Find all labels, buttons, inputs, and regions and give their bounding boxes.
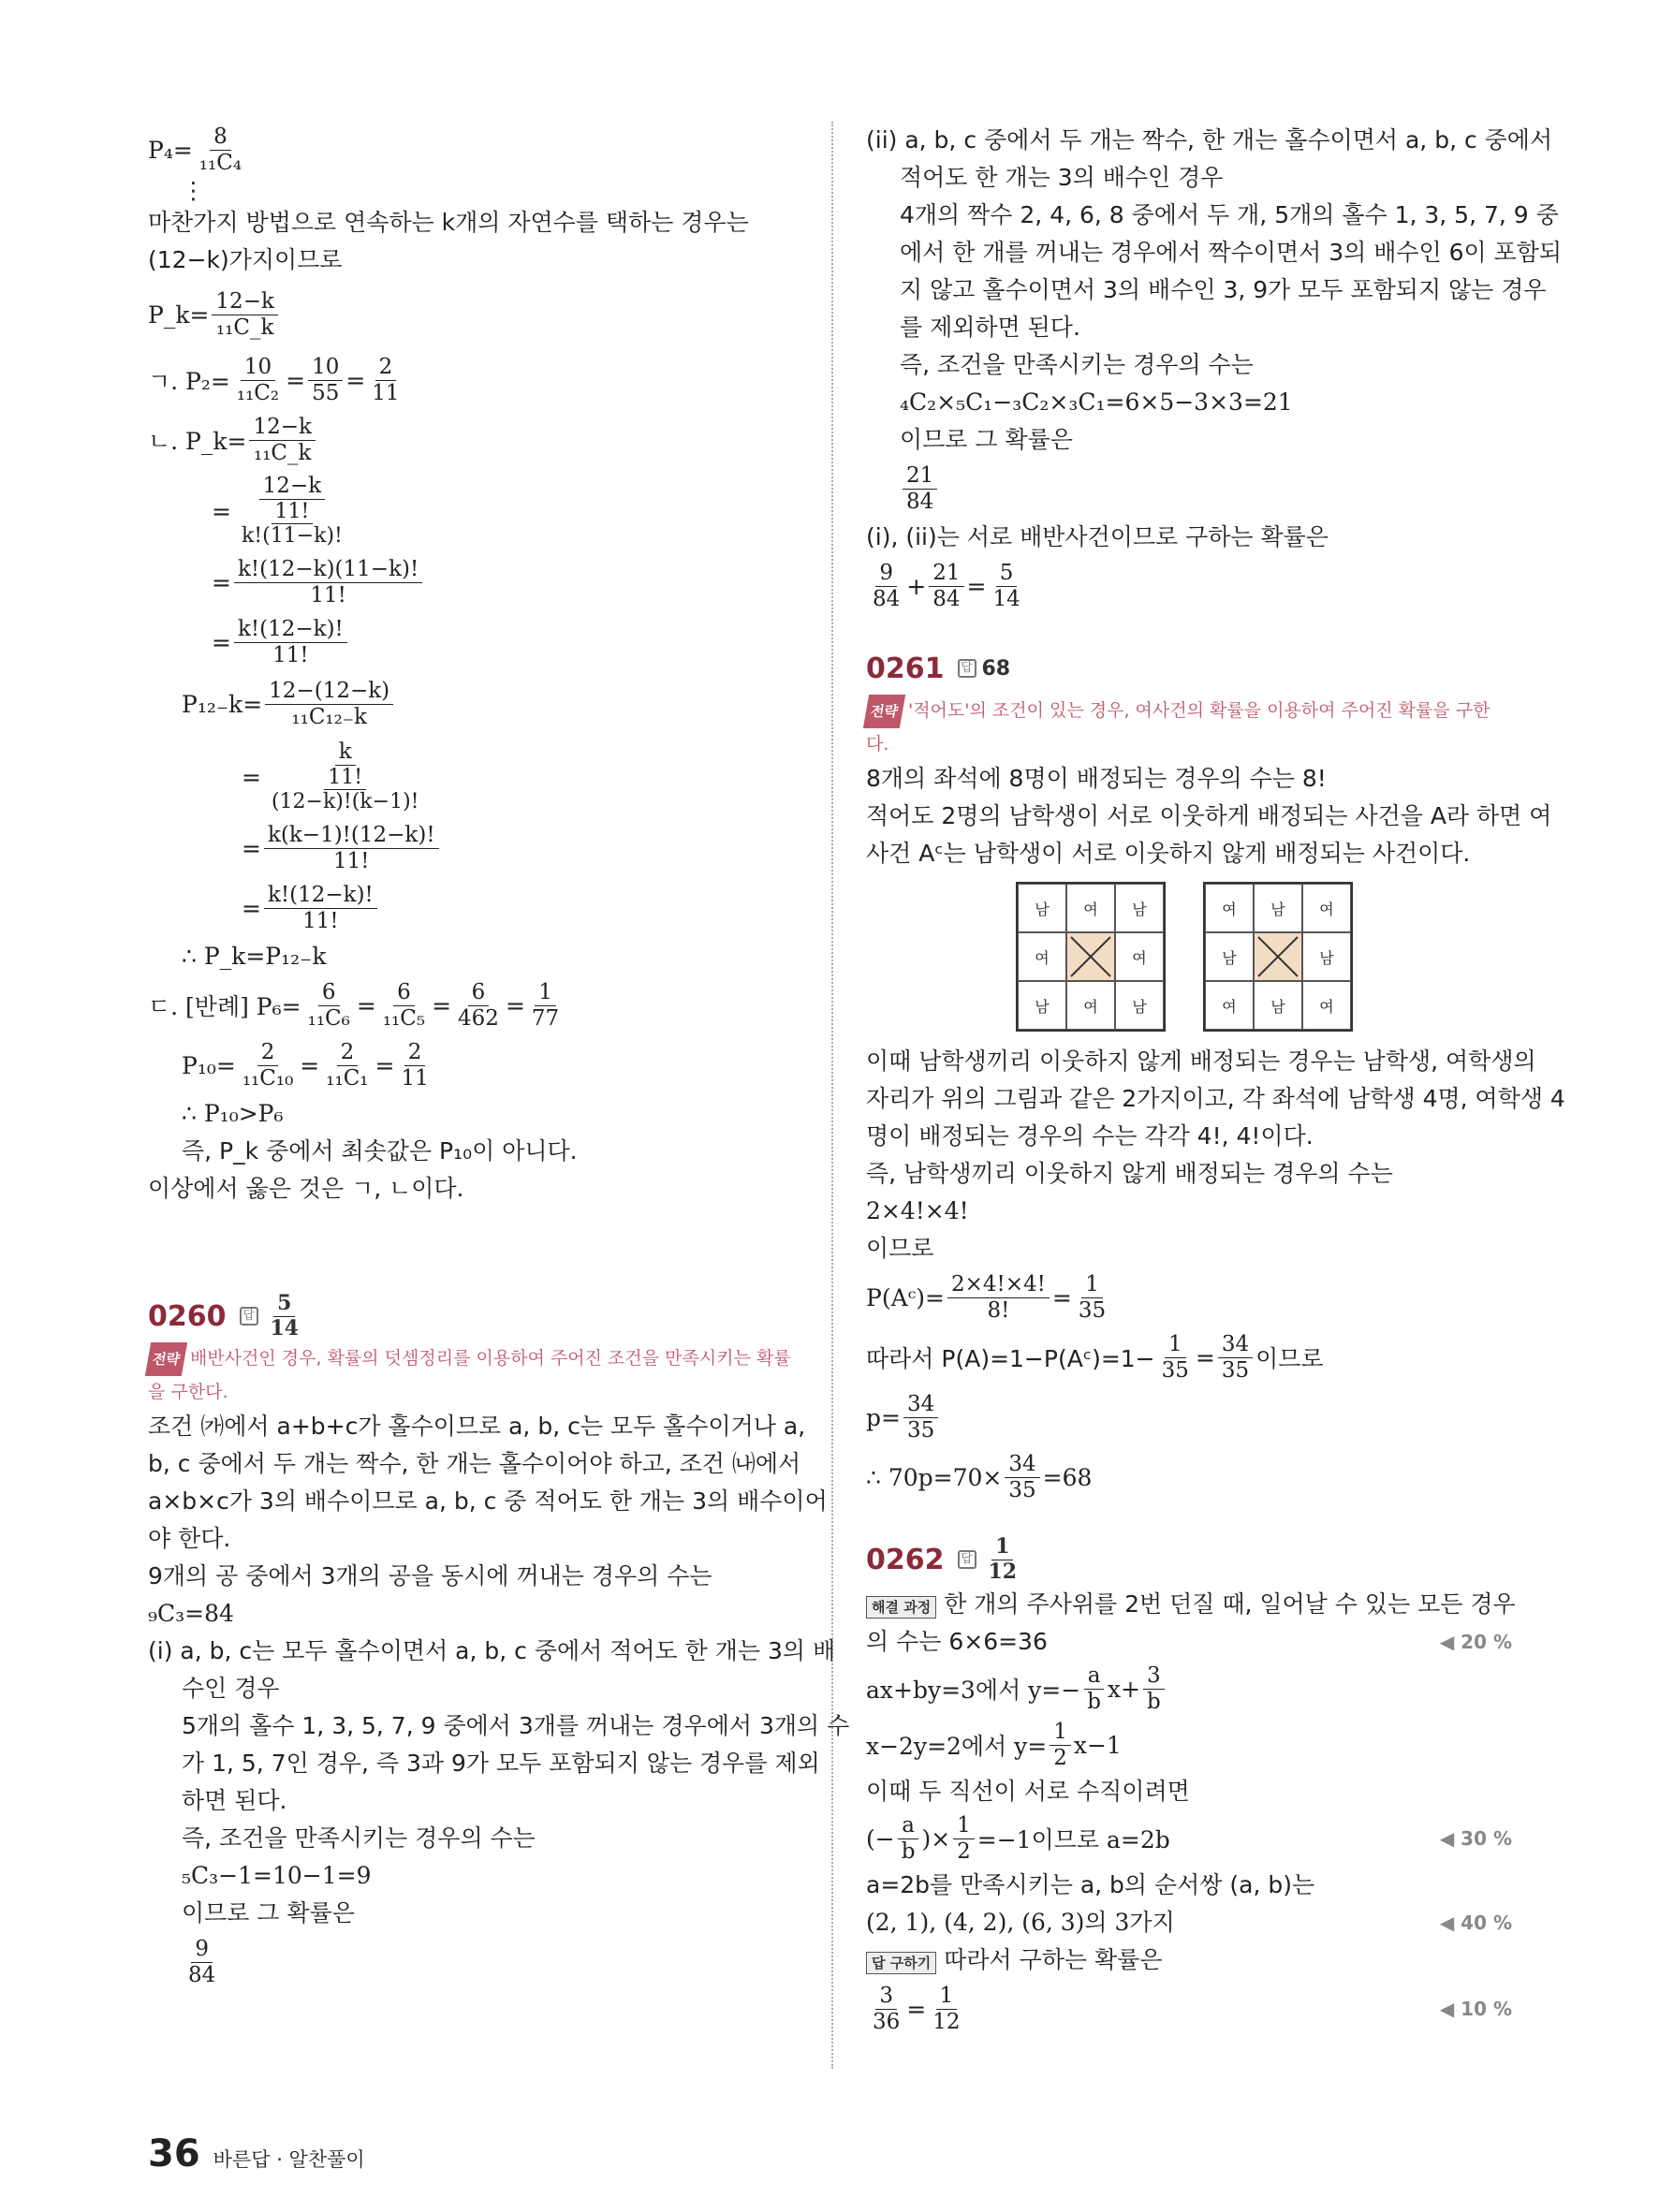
cross-icon (1067, 933, 1114, 980)
seat-cell: 여 (1018, 932, 1066, 981)
blocked-cell (1254, 932, 1302, 981)
seat-grid (1203, 882, 1353, 1032)
strategy-badge: 전략 (145, 1342, 187, 1376)
problem-0262-header: 0262 답 $\frac{1}{12}$ (866, 1534, 1018, 1584)
eq-p12k: P₁₂₋k= $\frac{12-(12-k)}{\text{₁₁C₁₂₋k}}$ (148, 672, 803, 736)
text-line: 명이 배정되는 경우의 수는 각각 4!, 4!이다. (866, 1122, 1314, 1150)
seat-cell: 여 (1066, 981, 1115, 1030)
seat-cell: 여 (1205, 884, 1254, 932)
seat-cell: 남 (1018, 981, 1066, 1030)
text-line: 이때 두 직선이 서로 수직이려면 (866, 1778, 1190, 1805)
text-line: (2, 1), (4, 2), (6, 3)의 3가지 ◀ 40 % (866, 1904, 1512, 1941)
strategy-note: 전략 배반사건인 경우, 확률의 덧셈정리를 이용하여 주어진 조건을 만족시키는 확률을 구한다. (148, 1342, 803, 1408)
therefore-line: ∴ P_k=P₁₂₋k (182, 943, 327, 970)
eq-step: = $\frac{k}{\frac{11!}{(12-k)!(k-1)!}}$ (242, 740, 419, 814)
seat-cell: 남 (1115, 981, 1164, 1030)
score-percent: ◀ 10 % (1439, 1998, 1512, 2020)
case-ii: (ii) a, b, c 중에서 두 개는 짝수, 한 개는 홀수이면서 a, b, c 중에서 (866, 126, 1553, 154)
seat-grid (1016, 882, 1166, 1032)
score-percent: ◀ 40 % (1439, 1912, 1512, 1934)
text-line: 8개의 좌석에 8명이 배정되는 경우의 수는 8! (866, 765, 1327, 792)
strategy-note: 전략 '적어도'의 조건이 있는 경우, 여사건의 확률을 이용하여 주어진 확률을 구한다. (866, 695, 1512, 760)
eq-p4: P₄= $\frac{8}{\text{₁₁C₄}}$ (148, 125, 242, 175)
page-number: 36 (148, 2132, 200, 2175)
case-ii-probability: $\frac{21}{84}$ (866, 459, 1512, 519)
eq-pac: P(Aᶜ)= $\frac{2\times 4!\times 4!}{8!}$ = $\frac{1}{35}$ (866, 1272, 1107, 1323)
text-line: 답 구하기 따라서 구하는 확률은 (866, 1941, 1512, 1979)
eq-line1: ax+by=3에서 y=− $\frac{a}{b}$ x+ $\frac{3}{b}$ (866, 1661, 1512, 1717)
item-nieun: ㄴ. P_k= $\frac{12-k}{\text{₁₁C\_k}}$ (148, 410, 803, 470)
seat-cell: 남 (1254, 981, 1302, 1030)
seat-cell: 남 (1115, 884, 1164, 932)
text-line: 조건 ㈎에서 a+b+c가 홀수이므로 a, b, c는 모두 홀수이거나 a, (148, 1413, 806, 1440)
seat-cell: 여 (1302, 884, 1351, 932)
text-line: 자리가 위의 그림과 같은 2가지이고, 각 좌석에 남학생 4명, 여학생 4 (866, 1085, 1565, 1112)
problem-0261-header: 0261 답 68 (866, 652, 1011, 685)
problem-number: 0261 (866, 652, 945, 685)
text-line: 4개의 짝수 2, 4, 6, 8 중에서 두 개, 5개의 홀수 1, 3, 5, 7, 9 중 (900, 201, 1559, 228)
blocked-cell (1066, 932, 1115, 981)
text-line: 에서 한 개를 꺼내는 경우에서 짝수이면서 3의 배수인 6이 포함되 (900, 239, 1563, 266)
text-line: 즉, 조건을 만족시키는 경우의 수는 (900, 351, 1254, 378)
text-line: 이상에서 옳은 것은 ㄱ, ㄴ이다. (148, 1175, 464, 1202)
text-line: 즉, 남학생끼리 이웃하지 않게 배정되는 경우의 수는 (866, 1160, 1393, 1187)
text-line: 이므로 그 확률은 (900, 426, 1073, 453)
problem-0260-header: 0260 답 $\frac{5}{14}$ (148, 1291, 300, 1340)
case-i: (i) a, b, c는 모두 홀수이면서 a, b, c 중에서 적어도 한 개는 3의 배 (148, 1637, 836, 1664)
text-line: a=2b를 만족시키는 a, b의 순서쌍 (a, b)는 (866, 1871, 1315, 1898)
text-line: 해결 과정 한 개의 주사위를 2번 던질 때, 일어날 수 있는 모든 경우 (866, 1586, 1512, 1623)
text-line: a×b×c가 3의 배수이므로 a, b, c 중 적어도 한 개는 3의 배수이어 (148, 1487, 828, 1515)
step-label: 답 구하기 (866, 1952, 936, 1974)
eq-p: p= $\frac{34}{35}$ (866, 1387, 1512, 1447)
step-label: 해결 과정 (866, 1596, 936, 1619)
score-percent: ◀ 30 % (1439, 1827, 1512, 1850)
text-line: 수인 경우 (182, 1675, 280, 1702)
text-line: 이므로 그 확률은 (182, 1899, 355, 1926)
answer-icon: 답 (240, 1307, 258, 1326)
text-line: 이므로 (866, 1235, 934, 1262)
item-digeut: ㄷ. [반례] P₆= $\frac{6}{\text{₁₁C₆}}$ = $\frac{6}{\text{₁₁C₅}}$ = $\frac{6}{462}$ = $\frac{1}{77}$ (148, 980, 560, 1031)
text-line: 사건 Aᶜ는 남학생이 서로 이웃하지 않게 배정되는 사건이다. (866, 840, 1471, 867)
text-line: 가 1, 5, 7인 경우, 즉 3과 9가 모두 포함되지 않는 경우를 제외 (182, 1750, 820, 1777)
therefore-line: ∴ P₁₀>P₆ (182, 1100, 284, 1127)
seat-cell: 남 (1302, 932, 1351, 981)
text-line: 즉, 조건을 만족시키는 경우의 수는 (182, 1824, 536, 1852)
text-line: 이때 남학생끼리 이웃하지 않게 배정되는 경우는 남학생, 여학생의 (866, 1047, 1536, 1075)
text-line: (12−k)가지이므로 (148, 246, 343, 273)
answer-icon: 답 (958, 1550, 976, 1569)
cross-icon (1255, 933, 1301, 980)
seat-cell: 남 (1254, 884, 1302, 932)
text-line: 2×4!×4! (866, 1197, 969, 1224)
text-line: ₅C₃−1=10−1=9 (182, 1862, 372, 1889)
text-line: 야 한다. (148, 1525, 231, 1552)
text-line: ₉C₃=84 (148, 1600, 234, 1627)
text-line: 적어도 한 개는 3의 배수인 경우 (900, 164, 1224, 191)
right-column (866, 122, 1565, 2039)
text-line: 의 수는 6×6=36 ◀ 20 % (866, 1623, 1512, 1661)
text-line: 5개의 홀수 1, 3, 5, 7, 9 중에서 3개를 꺼내는 경우에서 3개의 수 (182, 1712, 850, 1739)
eq-step: = $\frac{k!(12-k)!}{11!}$ (148, 878, 803, 938)
text-line: (i), (ii)는 서로 배반사건이므로 구하는 확률은 (866, 523, 1329, 550)
seat-cell: 여 (1205, 981, 1254, 1030)
text-line: 즉, P_k 중에서 최솟값은 P₁₀이 아니다. (182, 1137, 578, 1165)
text-line: ₄C₂×₅C₁−₃C₂×₃C₁=6×5−3×3=21 (900, 388, 1293, 416)
text-line: 마찬가지 방법으로 연속하는 k개의 자연수를 택하는 경우는 (148, 209, 749, 236)
answer-icon: 답 (958, 659, 976, 678)
text-line: 9개의 공 중에서 3개의 공을 동시에 꺼내는 경우의 수는 (148, 1562, 712, 1589)
seat-cell: 여 (1302, 981, 1351, 1030)
item-giyeok: ㄱ. P₂= $\frac{10}{\text{₁₁C₂}}$ = $\frac{10}{55}$ = $\frac{2}{11}$ (148, 355, 400, 405)
footer-label: 바른답 · 알찬풀이 (213, 2148, 365, 2171)
text-line: 지 않고 홀수이면서 3의 배수인 3, 9가 모두 포함되지 않는 경우 (900, 276, 1547, 303)
problem-number: 0260 (148, 1299, 227, 1333)
text-line: 를 제외하면 된다. (900, 314, 1080, 341)
vdots: ⋮ (182, 177, 205, 204)
column-divider (831, 122, 833, 2069)
eq-answer: $\frac{3}{36}$ = $\frac{1}{12}$ ◀ 10 % (873, 1984, 1512, 2034)
eq-step: = $\frac{k!(12-k)!}{11!}$ (148, 612, 803, 672)
eq-step: = $\frac{k!(12-k)(11-k)!}{11!}$ (148, 552, 803, 612)
eq-pa: 따라서 P(A)=1−P(Aᶜ)=1− $\frac{1}{35}$ = $\frac{34}{35}$ 이므로 (866, 1332, 1324, 1383)
seat-diagrams (1016, 882, 1512, 1032)
eq-line2: x−2y=2에서 y= $\frac{1}{2}$ x−1 (866, 1720, 1122, 1770)
strategy-badge: 전략 (863, 695, 905, 728)
seat-cell: 남 (1018, 884, 1066, 932)
score-percent: ◀ 20 % (1439, 1631, 1512, 1653)
text-line: b, c 중에서 두 개는 짝수, 한 개는 홀수이어야 하고, 조건 ㈏에서 (148, 1450, 801, 1477)
eq-step: = $\frac{12-k}{\frac{11!}{k!(11-k)!}}$ (212, 474, 343, 549)
eq-perpendicular: (− $\frac{a}{b}$ )× $\frac{1}{2}$ =−1이므로 a=2b ◀ 30 % (866, 1813, 1512, 1864)
total-probability: $\frac{9}{84}$ + $\frac{21}{84}$ = $\frac{5}{14}$ (873, 561, 1020, 611)
seat-cell: 여 (1066, 884, 1115, 932)
text-line: 하면 된다. (182, 1787, 287, 1814)
left-column (148, 122, 850, 1992)
page-footer (148, 2132, 365, 2175)
eq-p10: P₁₀= $\frac{2}{\text{₁₁C₁₀}}$ = $\frac{2}{\text{₁₁C₁}}$ = $\frac{2}{11}$ (182, 1040, 429, 1091)
eq-pk: P_k= $\frac{12-k}{\text{₁₁C\_k}}$ (148, 279, 803, 350)
eq-final: ∴ 70p=70× $\frac{34}{35}$ =68 (866, 1452, 1093, 1502)
seat-cell: 남 (1205, 932, 1254, 981)
text-line: 적어도 2명의 남학생이 서로 이웃하게 배정되는 사건을 A라 하면 여 (866, 802, 1552, 829)
case-i-probability: $\frac{9}{84}$ (188, 1937, 216, 1987)
problem-number: 0262 (866, 1543, 945, 1576)
eq-step: = $\frac{k(k-1)!(12-k)!}{11!}$ (148, 818, 803, 878)
seat-cell: 여 (1115, 932, 1164, 981)
